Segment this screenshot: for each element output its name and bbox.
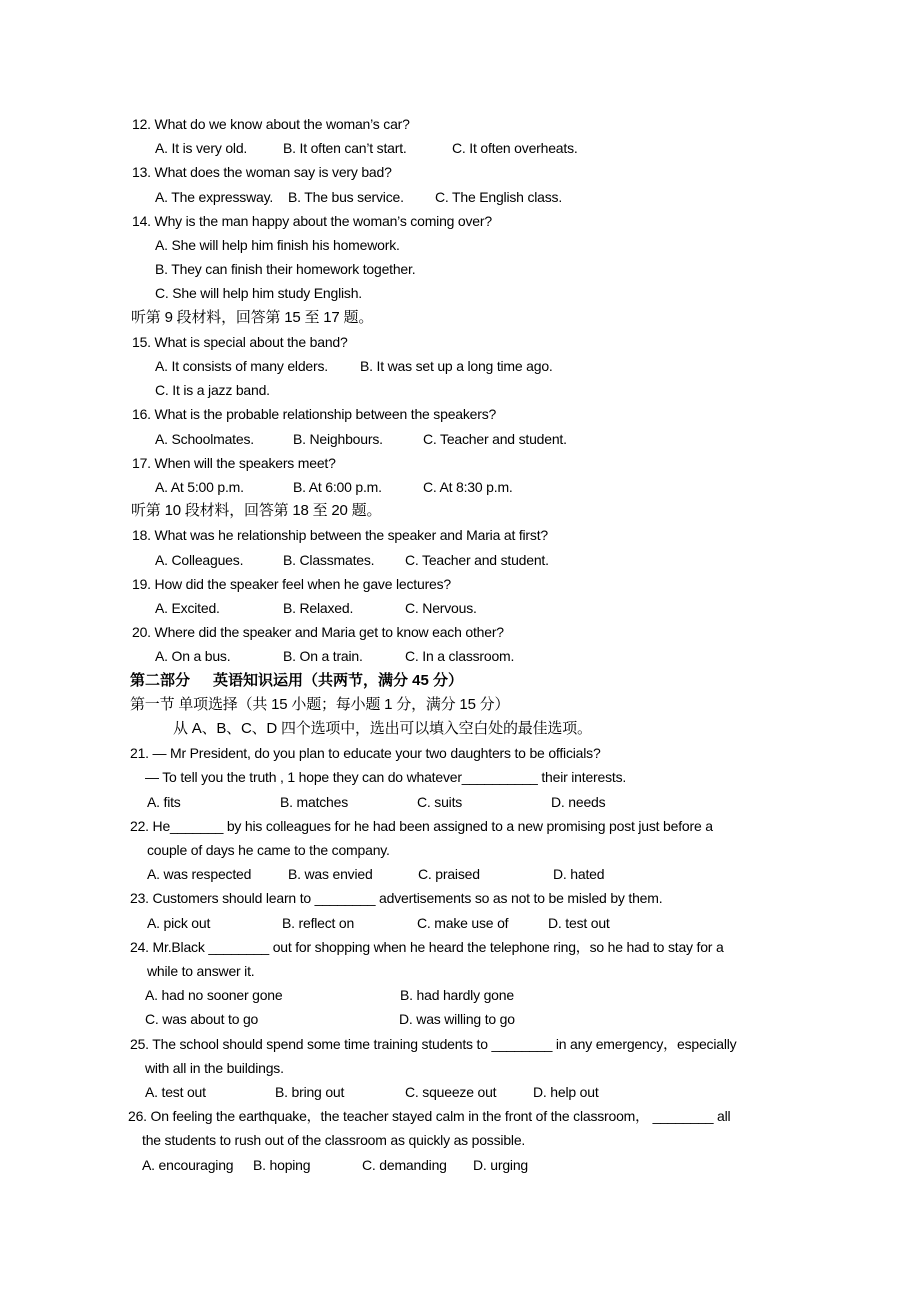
question-13-options-option-a: A. The expressway. [155,189,274,205]
question-17-options-option-b: B. At 6:00 p.m. [293,479,382,495]
section1-header: 第一节 单项选择（共 15 小题；每小题 1 分，满分 15 分） [130,696,510,713]
question-23-options-option-a: A. pick out [147,915,211,931]
question-16-stem: 16. What is the probable relationship between the speakers? [132,406,497,422]
question-16-options-option-b: B. Neighbours. [293,431,383,447]
part2-header-part-label: 第二部分 [130,672,191,689]
question-12-options-option-c: C. It often overheats. [452,140,578,156]
question-25-options-option-c: C. squeeze out [405,1084,497,1100]
question-21-options-option-d: D. needs [551,794,606,810]
question-23-options-option-d: D. test out [548,915,610,931]
question-24-options-ab-option-b: B. had hardly gone [400,987,514,1003]
listening-section-9-instruction: 听第 9 段材料，回答第 15 至 17 题。 [131,309,374,326]
question-22-options-option-d: D. hated [553,866,605,882]
question-24-stem-line2: while to answer it. [147,963,255,979]
question-21-options-option-c: C. suits [417,794,463,810]
question-19-options-option-b: B. Relaxed. [283,600,354,616]
question-24-options-cd-option-d: D. was willing to go [399,1011,515,1027]
question-14-option-c-option-c: C. She will help him study English. [155,285,362,301]
listening-section-10-instruction: 听第 10 段材料，回答第 18 至 20 题。 [131,502,382,519]
question-16-options-option-c: C. Teacher and student. [423,431,567,447]
question-18-stem: 18. What was he relationship between the speaker and Maria at first? [132,527,548,543]
question-25-options-option-d: D. help out [533,1084,599,1100]
question-25-stem-line2: with all in the buildings. [145,1060,284,1076]
question-26-stem-line2: the students to rush out of the classroom as quickly as possible. [142,1132,526,1148]
question-14-option-b-option-b: B. They can finish their homework together. [155,261,416,277]
question-21-options-option-b: B. matches [280,794,349,810]
question-13-options-option-b: B. The bus service. [288,189,404,205]
question-22-options-option-c: C. praised [418,866,480,882]
question-15-stem: 15. What is special about the band? [132,334,348,350]
question-25-stem-line1: 25. The school should spend some time training students to ________ in any emergency，especially [130,1036,737,1052]
question-23-stem: 23. Customers should learn to ________ advertisements so as not to be misled by them. [130,890,663,906]
question-17-stem: 17. When will the speakers meet? [132,455,336,471]
question-23-options-option-c: C. make use of [417,915,509,931]
question-20-options-option-b: B. On a train. [283,648,363,664]
question-21-options-option-a: A. fits [147,794,181,810]
question-20-options-option-a: A. On a bus. [155,648,231,664]
question-18-options-option-a: A. Colleagues. [155,552,244,568]
question-26-options-option-c: C. demanding [362,1157,447,1173]
question-22-stem-line2: couple of days he came to the company. [147,842,390,858]
question-26-stem-line1: 26. On feeling the earthquake，the teacher stayed calm in the front of the classroom， ________ all [128,1108,731,1124]
question-24-options-ab-option-a: A. had no sooner gone [145,987,283,1003]
question-25-options-option-b: B. bring out [275,1084,345,1100]
question-22-stem-line1: 22. He_______ by his colleagues for he had been assigned to a new promising post just before a [130,818,713,834]
question-12-options-option-b: B. It often can’t start. [283,140,407,156]
question-13-options-option-c: C. The English class. [435,189,563,205]
question-15-options-ab-option-b: B. It was set up a long time ago. [360,358,553,374]
question-23-options-option-b: B. reflect on [282,915,355,931]
question-18-options-option-b: B. Classmates. [283,552,375,568]
question-19-options-option-c: C. Nervous. [405,600,477,616]
question-22-options-option-b: B. was envied [288,866,373,882]
question-22-options-option-a: A. was respected [147,866,252,882]
part2-header-part-title: 英语知识运用（共两节，满分 45 分） [213,672,464,689]
section1-instruction: 从 A、B、C、D 四个选项中，选出可以填入空白处的最佳选项。 [173,720,592,737]
question-26-options-option-a: A. encouraging [142,1157,234,1173]
question-18-options-option-c: C. Teacher and student. [405,552,549,568]
question-16-options-option-a: A. Schoolmates. [155,431,254,447]
question-26-options-option-b: B. hoping [253,1157,311,1173]
question-24-options-cd-option-c: C. was about to go [145,1011,259,1027]
question-19-stem: 19. How did the speaker feel when he gave lectures? [132,576,452,592]
question-25-options-option-a: A. test out [145,1084,206,1100]
question-13-stem: 13. What does the woman say is very bad? [132,164,392,180]
question-21-stem-line1: 21. — Mr President, do you plan to educate your two daughters to be officials? [130,745,601,761]
question-26-options-option-d: D. urging [473,1157,529,1173]
question-12-options-option-a: A. It is very old. [155,140,248,156]
question-17-options-option-c: C. At 8:30 p.m. [423,479,513,495]
question-20-stem: 20. Where did the speaker and Maria get to know each other? [132,624,504,640]
question-15-option-c-option-c: C. It is a jazz band. [155,382,270,398]
question-15-options-ab-option-a: A. It consists of many elders. [155,358,328,374]
question-12-stem: 12. What do we know about the woman’s car? [132,116,410,132]
question-20-options-option-c: C. In a classroom. [405,648,515,664]
question-19-options-option-a: A. Excited. [155,600,220,616]
question-24-stem-line1: 24. Mr.Black ________ out for shopping when he heard the telephone ring，so he had to stay for a [130,939,724,955]
question-14-stem: 14. Why is the man happy about the woman’s coming over? [132,213,492,229]
question-17-options-option-a: A. At 5:00 p.m. [155,479,244,495]
question-21-stem-line2: — To tell you the truth , 1 hope they can do whatever__________ their interests. [145,769,627,785]
question-14-option-a-option-a: A. She will help him finish his homework. [155,237,400,253]
